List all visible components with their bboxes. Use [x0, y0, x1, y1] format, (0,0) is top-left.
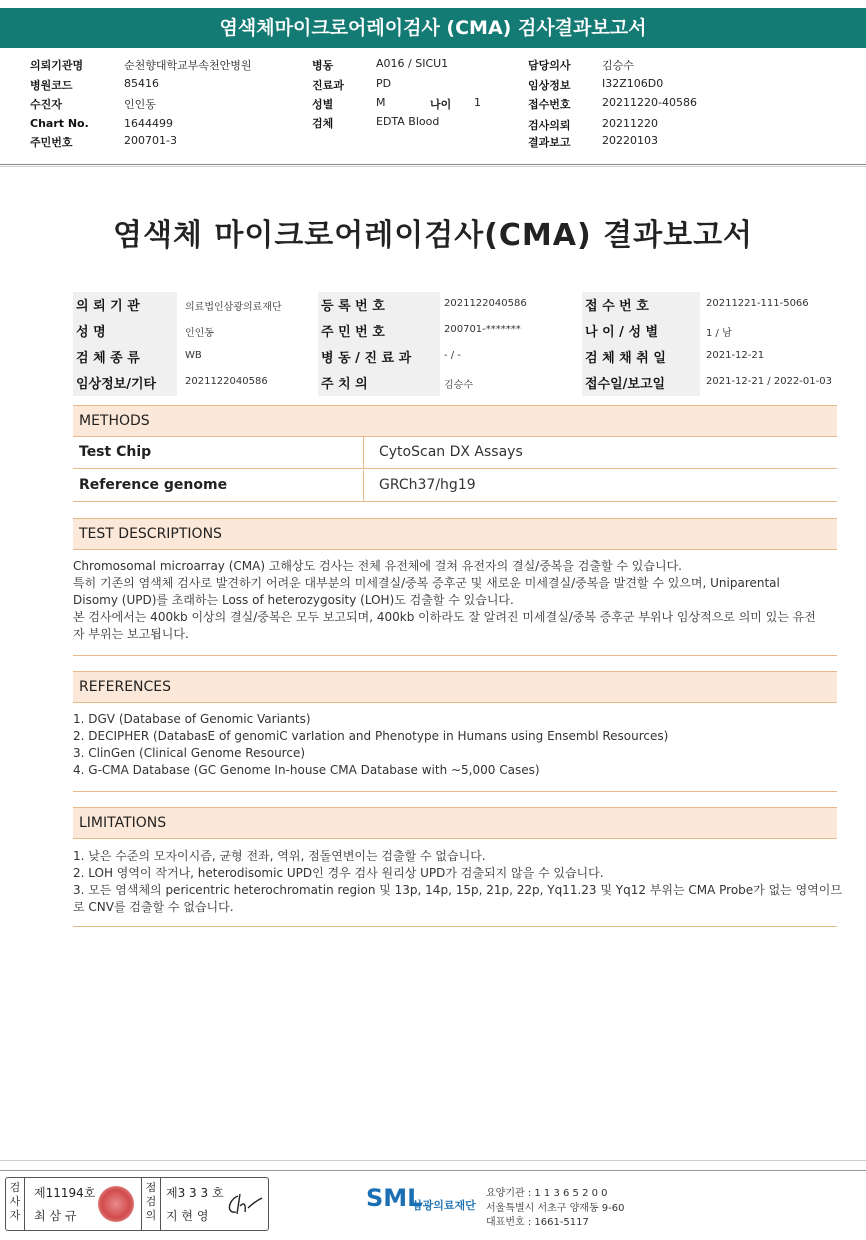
paragraph-line: 본 검사에서는 400kb 이상의 결실/중복은 모두 보고되며, 400kb 이하라도 잘 알려진 미세결실/중복 증후군 부위나 임상적으로 의미 있는 유전: [73, 610, 816, 624]
info-value: 인인동: [185, 328, 214, 339]
header-value: 20220103: [602, 134, 658, 147]
examiner-label-text: 검사자: [9, 1181, 21, 1222]
list-item: 4. G-CMA Database (GC Genome In-house CMA Database with ~5,000 Cases): [73, 763, 540, 777]
info-label: 검 체 채 취 일: [585, 351, 666, 366]
references-heading: REFERENCES: [73, 671, 837, 703]
paragraph-line: Disomy (UPD)를 초래하는 Loss of heterozygosity (LOH)도 검출할 수 있습니다.: [73, 593, 514, 607]
header-label: 성별: [312, 98, 334, 111]
info-value: 1 / 남: [706, 328, 732, 339]
header-label: 병동: [312, 59, 334, 72]
header-label: 나이: [430, 98, 452, 111]
table-row: [73, 437, 837, 469]
header-label: 접수번호: [528, 98, 571, 111]
info-value: 2021-12-21: [706, 350, 765, 361]
divider: [141, 1178, 142, 1230]
header-info: [0, 52, 866, 164]
test-descriptions-text: [73, 558, 841, 643]
header-value: 인인동: [124, 98, 156, 111]
sml-logo: SML: [366, 1184, 423, 1212]
header-value: 85416: [124, 77, 159, 90]
info-label: 의 뢰 기 관: [76, 299, 140, 314]
checker-label: [143, 1181, 159, 1223]
org-info-line: 요양기관 : 1 1 3 6 5 2 0 0: [486, 1188, 608, 1199]
list-item: 2. DECIPHER (DatabasE of genomiC varIation and Phenotype in Humans using Ensembl Resources): [73, 729, 669, 743]
header-label: 담당의사: [528, 59, 571, 72]
divider: [160, 1178, 161, 1230]
list-item: 3. ClinGen (Clinical Genome Resource): [73, 746, 306, 760]
header-value: 김승수: [602, 59, 634, 72]
header-label: 주민번호: [30, 136, 73, 149]
table-row: [73, 470, 837, 502]
header-label: 의뢰기관명: [30, 59, 84, 72]
methods-label: Reference genome: [73, 470, 364, 502]
org-info-line: 대표번호 : 1661-5117: [486, 1217, 589, 1228]
official-seal-icon: [98, 1186, 134, 1222]
header-label: 검사의뢰: [528, 119, 571, 132]
signature-box: [5, 1177, 269, 1231]
info-value: 20211221-111-5066: [706, 298, 809, 309]
header-value: M: [376, 96, 386, 109]
divider: [0, 1160, 866, 1161]
checker-label-text: 점검의: [145, 1181, 157, 1222]
list-item: 1. DGV (Database of Genomic Variants): [73, 712, 311, 726]
divider: [0, 1170, 866, 1171]
header-label: 진료과: [312, 79, 344, 92]
info-label: 임상정보/기타: [76, 377, 157, 392]
info-label: 주 민 번 호: [321, 325, 385, 340]
header-value: EDTA Blood: [376, 115, 440, 128]
divider: [0, 164, 866, 165]
paragraph-line: 특히 기존의 염색체 검사로 발견하기 어려운 대부분의 미세결실/중복 증후군 및 새로운 미세결실/중복을 발견할 수 있으며, Uniparental: [73, 576, 780, 590]
info-value: 의료법인삼광의료재단: [185, 302, 282, 313]
header-label: 수진자: [30, 98, 62, 111]
header-value: 1644499: [124, 117, 173, 130]
banner-title: 염색체마이크로어레이검사 (CMA) 검사결과보고서: [0, 8, 866, 48]
limitations-list: [73, 848, 841, 916]
header-value: PD: [376, 77, 392, 90]
checker-license: 제3 3 3 호: [166, 1186, 224, 1200]
header-value: 200701-3: [124, 134, 177, 147]
references-list: [73, 711, 841, 779]
header-label: 결과보고: [528, 136, 571, 149]
info-label: 등 록 번 호: [321, 299, 385, 314]
methods-heading: METHODS: [73, 405, 837, 437]
org-name: 삼광의료재단: [412, 1199, 476, 1212]
checker-name: 지 현 영: [166, 1209, 209, 1223]
header-label: Chart No.: [30, 117, 89, 130]
divider: [24, 1178, 25, 1230]
header-label: 검체: [312, 117, 334, 130]
header-value: 20211220: [602, 117, 658, 130]
limitations-heading: LIMITATIONS: [73, 807, 837, 839]
list-item: 3. 모든 염색체의 pericentric heterochromatin region 및 13p, 14p, 15p, 21p, 22p, Yq11.23 및 Yq12 부위는 CMA Probe가 없는 영역이므: [73, 883, 842, 897]
info-value: - / -: [444, 350, 461, 361]
divider: [73, 791, 837, 792]
examiner-label: [7, 1181, 23, 1223]
header-value: A016 / SICU1: [376, 57, 449, 70]
info-value: WB: [185, 350, 202, 361]
org-info-line: 서울특별시 서초구 양재동 9-60: [486, 1203, 625, 1214]
header-value: 20211220-40586: [602, 96, 697, 109]
info-label: 검 체 종 류: [76, 351, 140, 366]
methods-label: Test Chip: [73, 437, 364, 469]
divider: [0, 166, 866, 167]
header-value: I32Z106D0: [602, 77, 664, 90]
divider: [73, 655, 837, 656]
methods-value: GRCh37/hg19: [379, 477, 476, 493]
test-descriptions-heading: TEST DESCRIPTIONS: [73, 518, 837, 550]
examiner-name: 최 삼 규: [34, 1209, 77, 1223]
header-value: 1: [474, 96, 481, 109]
info-label: 주 치 의: [321, 377, 368, 392]
paragraph-line: 자 부위는 보고됩니다.: [73, 627, 189, 641]
info-label: 병 동 / 진 료 과: [321, 351, 412, 366]
info-value: 2021-12-21 / 2022-01-03: [706, 376, 832, 387]
divider: [73, 926, 837, 927]
report-title: 염색체 마이크로어레이검사(CMA) 결과보고서: [112, 218, 754, 253]
info-value: 김승수: [444, 380, 473, 391]
header-value: 순천향대학교부속천안병원: [124, 59, 252, 72]
methods-value: CytoScan DX Assays: [379, 444, 523, 460]
examiner-license: 제11194호: [34, 1186, 96, 1200]
info-label: 나 이 / 성 별: [585, 325, 659, 340]
info-value: 2021122040586: [185, 376, 268, 387]
list-item: 2. LOH 영역이 작거나, heterodisomic UPD인 경우 검사 원리상 UPD가 검출되지 않을 수 있습니다.: [73, 866, 604, 880]
info-label: 접수일/보고일: [585, 377, 666, 392]
list-item: 로 CNV를 검출할 수 없습니다.: [73, 900, 234, 914]
header-label: 임상정보: [528, 79, 571, 92]
header-label: 병원코드: [30, 79, 73, 92]
info-label: 접 수 번 호: [585, 299, 649, 314]
info-label: 성 명: [76, 325, 106, 340]
paragraph-line: Chromosomal microarray (CMA) 고해상도 검사는 전체 유전체에 걸쳐 유전자의 결실/중복을 검출할 수 있습니다.: [73, 559, 682, 573]
info-value: 200701-*******: [444, 324, 521, 335]
list-item: 1. 낮은 수준의 모자이시즘, 균형 전좌, 역위, 점돌연변이는 검출할 수 없습니다.: [73, 849, 486, 863]
info-value: 2021122040586: [444, 298, 527, 309]
handwritten-signature-icon: [224, 1190, 264, 1218]
